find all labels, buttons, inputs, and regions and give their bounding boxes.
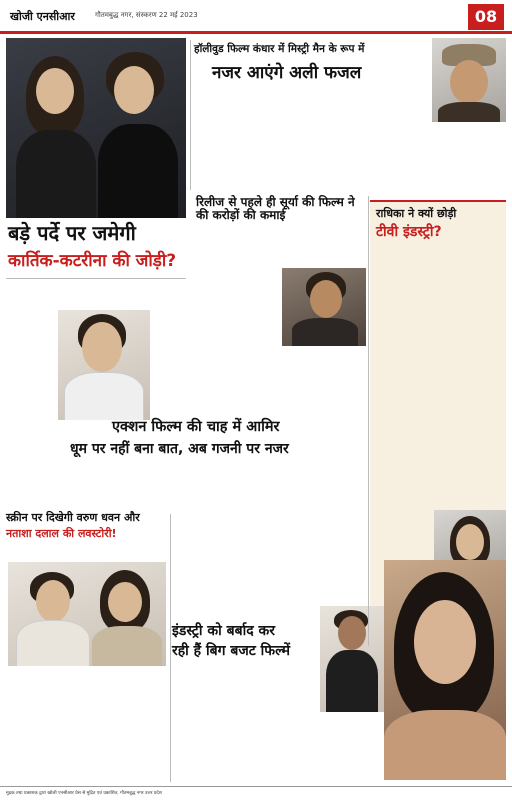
aamir-headline-2: धूम पर नहीं बना बात, अब गजनी पर नजर	[70, 441, 289, 457]
divider	[6, 278, 186, 279]
varun-headline-1: स्क्रीन पर दिखेगी वरुण धवन और	[6, 511, 140, 524]
radhika-headline-2: टीवी इंडस्ट्री?	[376, 224, 442, 240]
varun-natasha-photo	[8, 562, 166, 666]
varun-headline-2: नताशा दलाल की लवस्टोरी!	[6, 527, 117, 540]
dateline: गौतमबुद्ध नगर, संस्करण 22 मई 2023	[95, 11, 198, 19]
page-number: 08	[468, 4, 504, 30]
radhika-headline-1: राधिका ने क्यों छोड़ी	[376, 207, 457, 220]
nawaz-headline-2: रही हैं बिग बजट फिल्में	[172, 643, 291, 659]
aamir-photo	[58, 310, 150, 420]
column-rule	[170, 514, 171, 782]
nawaz-headline-1: इंडस्ट्री को बर्बाद कर	[172, 623, 276, 639]
suriya-headline: रिलीज से पहले ही सूर्या की फिल्म ने की करोड़ों की कमाई	[196, 195, 355, 223]
imprint-footer: मुद्रक तथा प्रकाशक द्वारा खोजी एनसीआर प्रेस से मुद्रित एवं प्रकाशित, गौतमबुद्ध नगर उत्तर प्रदेश	[0, 786, 512, 800]
suriya-photo	[282, 268, 366, 346]
column-rule	[368, 196, 369, 646]
ali-fazal-body-text	[194, 92, 430, 192]
aamir-headline-1: एक्शन फिल्म की चाह में आमिर	[112, 419, 280, 435]
page-header	[0, 0, 512, 34]
paper-name: खोजी एनसीआर	[10, 10, 75, 23]
actress-portrait-photo	[384, 560, 506, 780]
column-rule	[190, 40, 191, 190]
varun-body-text	[8, 670, 170, 778]
ali-fazal-headline: नजर आएंगे अली फजल	[212, 63, 362, 83]
nawaz-body-text	[174, 670, 380, 780]
katrina-kartik-photo	[6, 38, 186, 218]
suriya-body-text-col1	[196, 236, 276, 386]
ali-fazal-kicker: हॉलीवुड फिल्म कंधार में मिस्ट्री मैन के रूप में	[194, 43, 365, 55]
katrina-body-text-col1	[8, 284, 64, 412]
katrina-headline-1: बड़े पर्दे पर जमेगी	[8, 221, 136, 245]
ali-fazal-photo	[432, 38, 506, 122]
katrina-headline-2: कार्तिक-कटरीना की जोड़ी?	[8, 251, 177, 271]
